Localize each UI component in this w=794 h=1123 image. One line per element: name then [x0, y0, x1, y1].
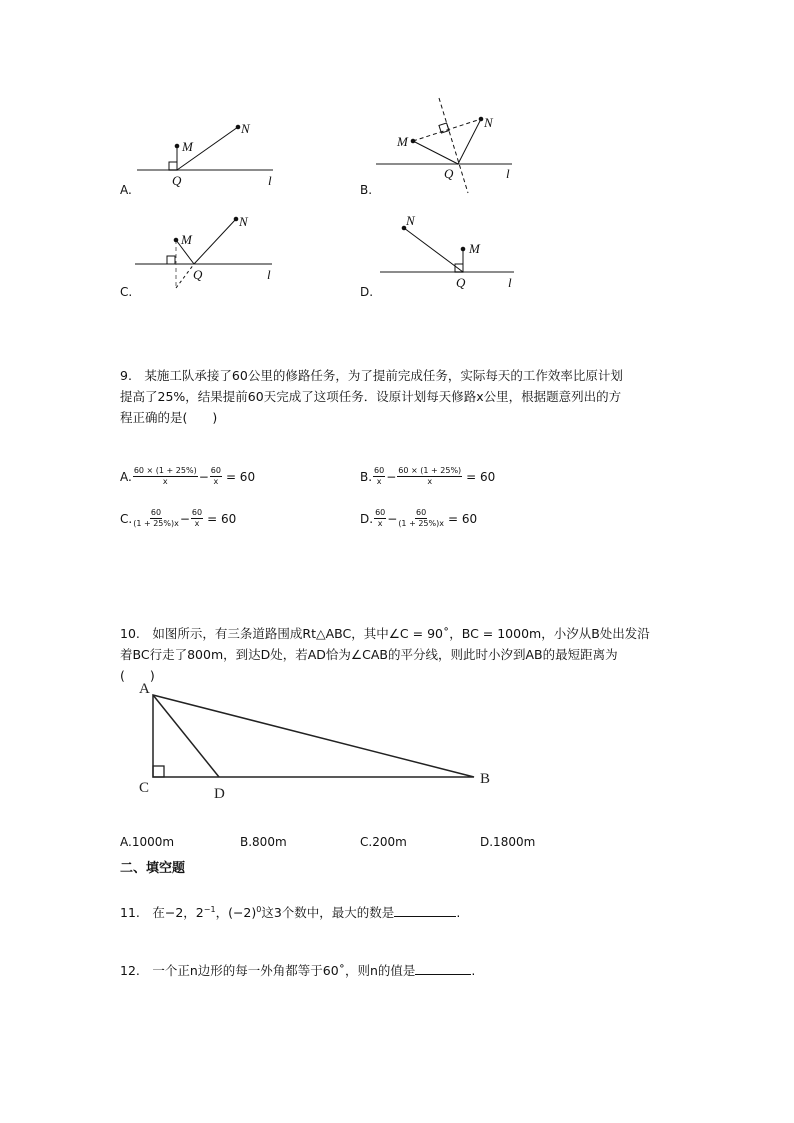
point-m — [175, 144, 180, 149]
svg-text:N: N — [484, 115, 493, 130]
q10-option-c: C.200m — [360, 835, 407, 849]
svg-text:N: N — [241, 121, 250, 136]
q9-option-c — [120, 508, 236, 529]
option-b-label: B. — [360, 183, 373, 197]
rhs: = 60 — [466, 469, 496, 484]
fraction: $\frac{60}{x}$ — [374, 466, 385, 486]
svg-text:M: M — [469, 241, 480, 256]
q10-option-a: A.1000m — [120, 835, 175, 849]
fraction: $\frac{60}{x}$ — [191, 508, 203, 528]
q10-line-3: ( ) — [120, 668, 155, 683]
fraction: $\frac{60}{x}$ — [375, 508, 386, 528]
q9-line-2: 提高了25%，结果提前60天完成了这项任务．设原计划每天修路x公里，根据题意列出的方 — [120, 389, 622, 404]
option-label: C. — [120, 511, 133, 526]
triangle-figure — [139, 681, 490, 802]
figure-c — [135, 214, 272, 288]
answer-blank[interactable] — [394, 904, 456, 917]
option-d-label: D. — [360, 285, 374, 299]
q9-line-1: 9. 某施工队承接了60公里的修路任务，为了提前完成任务，实际每天的工作效率比原计划 — [120, 368, 623, 383]
option-label: A. — [120, 469, 132, 484]
svg-text:Q: Q — [193, 267, 203, 282]
answer-blank[interactable] — [415, 962, 471, 975]
option-label: D. — [360, 511, 374, 526]
figure-d — [380, 213, 514, 290]
svg-text:l: l — [268, 173, 272, 188]
fraction: $\frac{60}{(1 + 25\%)x}$ — [398, 508, 444, 528]
rhs: = 60 — [207, 511, 237, 526]
q12: 12. 一个正n边形的每一外角都等于60˚，则n的值是 . — [120, 963, 476, 978]
rhs: = 60 — [225, 469, 256, 484]
svg-text:B: B — [480, 771, 491, 787]
svg-text:C: C — [139, 780, 150, 796]
q9-option-d — [360, 508, 477, 529]
option-c-label: C. — [120, 285, 133, 299]
figure-b — [376, 98, 512, 193]
q9-line-3: 程正确的是( ) — [120, 410, 218, 425]
svg-text:l: l — [508, 275, 512, 290]
section-heading: 二、填空题 — [120, 861, 186, 876]
operator: − — [179, 511, 190, 526]
q9-option-a — [120, 466, 255, 487]
fraction: $\frac{60}{x}$ — [210, 466, 221, 486]
operator: − — [198, 469, 209, 484]
svg-text:M: M — [181, 232, 192, 247]
svg-text:Q: Q — [456, 275, 466, 290]
point-n — [236, 125, 241, 130]
svg-text:D: D — [214, 786, 225, 802]
q10-option-b: B.800m — [240, 835, 287, 849]
svg-text:N: N — [239, 214, 248, 229]
option-label: B. — [360, 469, 373, 484]
operator: − — [387, 511, 398, 526]
svg-text:N: N — [406, 213, 415, 228]
q10-line-1: 10. 如图所示，有三条道路围成Rt△ABC，其中∠C = 90˚，BC = 1000m，小汐从B处出发沿 — [120, 626, 650, 641]
q11: 11. 在−2，$2^{-1}$，$(-2)^0$这3个数中，最大的数是 . — [120, 905, 461, 921]
svg-text:M: M — [397, 134, 408, 149]
q10-line-2: 着BC行走了800m，到达D处，若AD恰为∠CAB的平分线，则此时小汐到AB的最短距离为 — [120, 647, 618, 662]
rhs: = 60 — [447, 511, 478, 526]
option-a-label: A. — [120, 183, 132, 197]
fraction: $\frac{60 \times (1 + 25\%)}{x}$ — [398, 466, 462, 486]
svg-text:l: l — [267, 267, 271, 282]
svg-text:Q: Q — [172, 173, 182, 188]
svg-text:Q: Q — [444, 166, 454, 181]
right-angle-mark — [169, 162, 177, 170]
svg-text:M: M — [182, 139, 193, 154]
operator: − — [386, 469, 397, 484]
q9-option-b — [360, 466, 495, 487]
svg-text:A: A — [139, 681, 150, 697]
fraction: $\frac{60 \times (1 + 25\%)}{x}$ — [133, 466, 197, 486]
fraction: $\frac{60}{(1 + 25\%)x}$ — [133, 508, 179, 528]
svg-text:l: l — [506, 166, 510, 181]
q10-option-d: D.1800m — [480, 835, 536, 849]
figure-a — [137, 121, 273, 188]
